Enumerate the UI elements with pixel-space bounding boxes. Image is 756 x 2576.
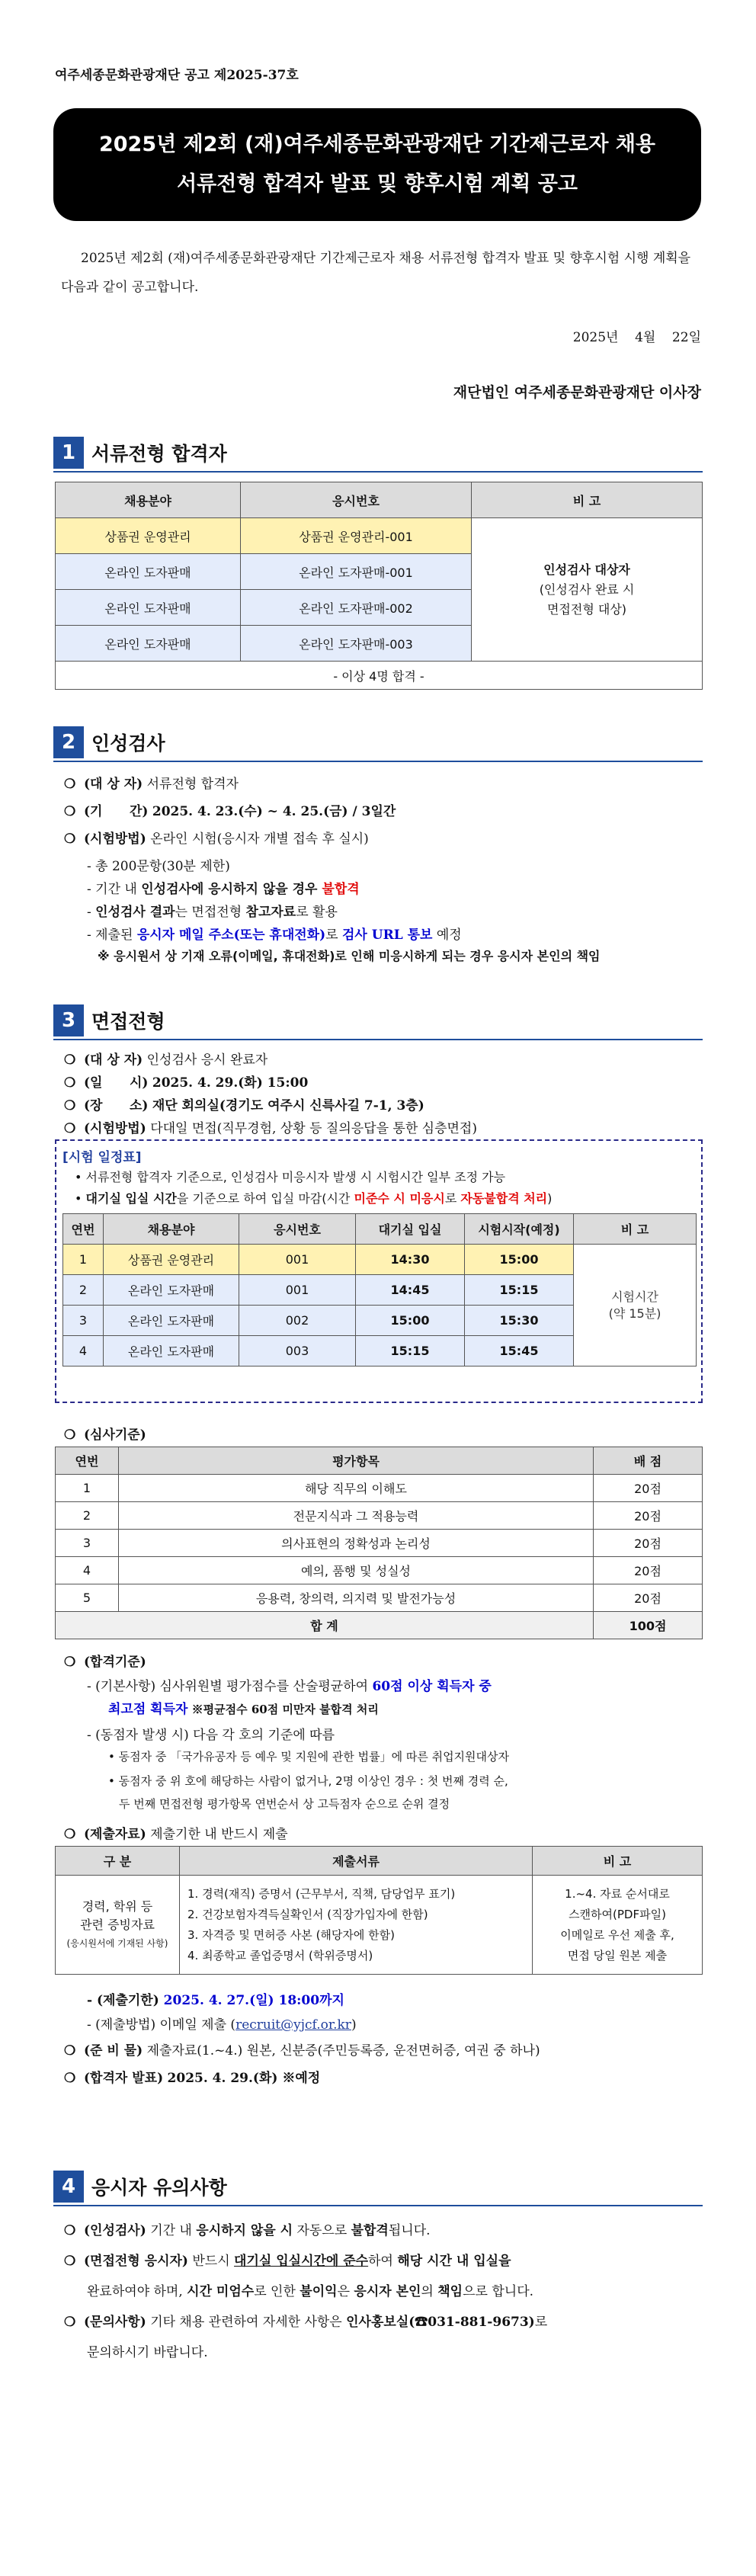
category-line: (응시원서에 기재된 사항) (66, 1937, 168, 1949)
test-note: - 기간 내 인성검사에 응시하지 않을 경우 불합격 (87, 882, 360, 897)
schedule-note: • 대기실 입실 시간을 기준으로 하여 입실 마감(시간 미준수 시 미응시로 자동불합격 처리) (75, 1191, 553, 1206)
col-header: 평가항목 (119, 1447, 594, 1475)
col-header: 배 점 (594, 1447, 703, 1475)
cell-id: 003 (239, 1336, 356, 1366)
cell-id: 001 (239, 1245, 356, 1275)
test-note: - 제출된 응시자 메일 주소(또는 휴대전화)로 검사 URL 통보 예정 (87, 928, 462, 943)
cell-item: 응용력, 창의력, 의지력 및 발전가능성 (119, 1584, 594, 1612)
section-title: 인성검사 (91, 732, 165, 755)
deadline: - (제출기한) 2025. 4. 27.(일) 18:00까지 (87, 1993, 344, 2008)
bullet-method: ❍ (시험방법) 다대일 면접(직무경험, 상황 등 질의응답을 통한 심층면접) (64, 1121, 477, 1136)
section-number: 2 (53, 726, 84, 758)
notice-interview: ❍ (면접전형 응시자) 반드시 대기실 입실시간에 준수하여 해당 시간 내 입실을 (64, 2254, 511, 2269)
table-row (56, 518, 703, 554)
col-header: 비 고 (574, 1214, 697, 1245)
cell-start: 15:45 (465, 1336, 574, 1366)
col-header: 비 고 (472, 482, 703, 518)
section-divider (53, 2205, 703, 2206)
doc-item: 1. 경력(재직) 증명서 (근무부서, 직책, 담당업무 표기) (187, 1886, 456, 1901)
cell-field: 상품권 운영관리 (104, 1245, 239, 1275)
cell-item: 예의, 품행 및 성실성 (119, 1557, 594, 1584)
tie-rule: • 동점자 중 「국가유공자 등 예우 및 지원에 관한 법률」에 따른 취업지원대상자 (108, 1750, 510, 1764)
notice-inquiry: ❍ (문의사항) 기타 채용 관련하여 자세한 사항은 인사홍보실(☎031-881-9673)로 (64, 2315, 548, 2330)
cell-score: 20점 (594, 1475, 703, 1502)
remark-title: 인성검사 대상자 (543, 562, 630, 577)
cell-doc-list (180, 1876, 533, 1975)
section-title: 서류전형 합격자 (91, 443, 227, 465)
tie-rule: • 동점자 중 위 호에 해당하는 사람이 없거나, 2명 이상인 경우 : 첫 번째 경력 순, (108, 1774, 508, 1788)
cell-no: 3 (63, 1306, 104, 1336)
cell-remark (472, 518, 703, 662)
col-header: 대기실 입실 (356, 1214, 465, 1245)
col-header: 구 분 (56, 1847, 180, 1876)
criteria-table (55, 1447, 703, 1639)
table-row (56, 1876, 703, 1975)
notice-inquiry-cont: 문의하시기 바랍니다. (87, 2345, 208, 2360)
cell-no: 3 (56, 1530, 119, 1557)
col-header: 응시번호 (241, 482, 472, 518)
pass-basic: - (기본사항) 심사위원별 평가점수를 산술평균하여 60점 이상 획득자 중 (87, 1679, 492, 1694)
bullet-period: ❍ (기 간) 2025. 4. 23.(수) ~ 4. 25.(금) / 3일간 (64, 804, 396, 819)
cell-id: 001 (239, 1275, 356, 1306)
bullet-target: ❍ (대 상 자) 서류전형 합격자 (64, 777, 239, 792)
cell-no: 2 (56, 1502, 119, 1530)
cell-no: 5 (56, 1584, 119, 1612)
document-number: 여주세종문화관광재단 공고 제2025-37호 (55, 68, 299, 83)
schedule-title: [시험 일정표] (62, 1150, 142, 1165)
col-header: 시험시작(예정) (465, 1214, 574, 1245)
section-3-heading (53, 1004, 165, 1036)
cell-remark (574, 1245, 697, 1366)
cell-checkin: 15:15 (356, 1336, 465, 1366)
notice-test: ❍ (인성검사) 기간 내 응시하지 않을 시 자동으로 불합격됩니다. (64, 2223, 431, 2238)
bullet-method: ❍ (시험방법) 온라인 시험(응시자 개별 접속 후 실시) (64, 831, 369, 847)
cell-checkin: 15:00 (356, 1306, 465, 1336)
cell-id: 상품권 운영관리-001 (241, 518, 472, 554)
remark-detail: (인성검사 완료 시 (539, 582, 635, 597)
cell-category (56, 1876, 180, 1975)
submit-method: - (제출방법) 이메일 제출 (recruit@yjcf.or.kr) (87, 2017, 357, 2033)
pass-criteria-label: ❍ (합격기준) (64, 1655, 146, 1670)
test-note: - 총 200문항(30분 제한) (87, 859, 230, 874)
intro-paragraph: 2025년 제2회 (재)여주세종문화관광재단 기간제근로자 채용 서류전형 합격자 발표 및 향후시험 시행 계획을 다음과 같이 공고합니다. (61, 251, 691, 295)
tie-rule-cont: 두 번째 면접전형 평가항목 연번순서 상 고득점자 순으로 순위 결정 (119, 1797, 450, 1811)
warning-note: ※ 응시원서 상 기재 오류(이메일, 휴대전화)로 인해 미응시하게 되는 경우 응시자 본인의 책임 (98, 949, 601, 963)
email-link[interactable]: recruit@yjcf.or.kr (235, 2017, 351, 2033)
bullet-prep: ❍ (준 비 물) 제출자료(1.~4.) 원본, 신분증(주민등록증, 운전면허증, 여권 중 하나) (64, 2043, 540, 2059)
title-line2: 서류전형 합격자 발표 및 향후시험 계획 공고 (177, 172, 578, 196)
cell-field: 온라인 도자판매 (56, 590, 241, 626)
table-row (56, 1584, 703, 1612)
remark-line: 이메일로 우선 제출 후, (560, 1927, 674, 1942)
criteria-label: ❍ (심사기준) (64, 1427, 146, 1443)
col-header: 연번 (63, 1214, 104, 1245)
bullet-date: ❍ (일 시) 2025. 4. 29.(화) 15:00 (64, 1075, 309, 1091)
section-number: 1 (53, 437, 84, 469)
section-2-heading (53, 726, 165, 758)
cell-no: 1 (56, 1475, 119, 1502)
remark-line: (약 15분) (608, 1306, 662, 1321)
cell-item: 해당 직무의 이해도 (119, 1475, 594, 1502)
cell-no: 4 (63, 1336, 104, 1366)
cell-score: 20점 (594, 1502, 703, 1530)
col-header: 제출서류 (180, 1847, 533, 1876)
bullet-target: ❍ (대 상 자) 인성검사 응시 완료자 (64, 1053, 268, 1068)
section-title: 면접전형 (91, 1011, 165, 1033)
cell-field: 온라인 도자판매 (56, 554, 241, 590)
doc-item: 4. 최종학교 졸업증명서 (학위증명서) (187, 1948, 373, 1962)
section-4-heading (53, 2171, 227, 2203)
notice-interview-cont: 완료하여야 하며, 시간 미엄수로 인한 불이익은 응시자 본인의 책임으로 합니다. (87, 2284, 534, 2299)
remark-line: 1.~4. 자료 순서대로 (565, 1886, 670, 1901)
announcement-date: 2025년 4월 22일 (572, 330, 701, 345)
table-footer: - 이상 4명 합격 - (56, 662, 703, 690)
table-row (63, 1245, 697, 1275)
title-banner (53, 108, 701, 221)
col-header: 응시번호 (239, 1214, 356, 1245)
col-header: 비 고 (533, 1847, 703, 1876)
cell-id: 온라인 도자판매-001 (241, 554, 472, 590)
table-total-row (56, 1612, 703, 1639)
cell-start: 15:30 (465, 1306, 574, 1336)
pass-tie: - (동점자 발생 시) 다음 각 호의 기준에 따름 (87, 1728, 335, 1743)
category-line: 경력, 학위 등 (82, 1898, 153, 1914)
col-header: 채용분야 (56, 482, 241, 518)
cell-item: 전문지식과 그 적용능력 (119, 1502, 594, 1530)
col-header: 연번 (56, 1447, 119, 1475)
section-number: 4 (53, 2171, 84, 2203)
cell-start: 15:00 (465, 1245, 574, 1275)
remark-line: 스캔하여(PDF파일) (569, 1907, 666, 1921)
schedule-note: • 서류전형 합격자 기준으로, 인성검사 미응시자 발생 시 시험시간 일부 조정 가능 (75, 1170, 506, 1184)
doc-item: 3. 자격증 및 면허증 사본 (해당자에 한함) (187, 1927, 395, 1942)
cell-remark (533, 1876, 703, 1975)
document-screening-table (55, 482, 703, 690)
col-header: 채용분야 (104, 1214, 239, 1245)
table-row (56, 1475, 703, 1502)
section-divider (53, 761, 703, 762)
section-divider (53, 1039, 703, 1040)
cell-field: 온라인 도자판매 (104, 1336, 239, 1366)
cell-no: 1 (63, 1245, 104, 1275)
docs-table (55, 1846, 703, 1975)
cell-score: 20점 (594, 1584, 703, 1612)
remark-line: 시험시간 (611, 1289, 658, 1304)
remark-line: 면접 당일 원본 제출 (567, 1948, 668, 1962)
cell-item: 의사표현의 정확성과 논리성 (119, 1530, 594, 1557)
cell-no: 4 (56, 1557, 119, 1584)
section-title: 응시자 유의사항 (91, 2177, 227, 2199)
pass-basic-cont: 최고점 획득자 ※평균점수 60점 미만자 불합격 처리 (108, 1702, 379, 1717)
cell-id: 온라인 도자판매-003 (241, 626, 472, 662)
bullet-result: ❍ (합격자 발표) 2025. 4. 29.(화) ※예정 (64, 2071, 321, 2086)
cell-field: 온라인 도자판매 (104, 1275, 239, 1306)
table-row (56, 1557, 703, 1584)
cell-no: 2 (63, 1275, 104, 1306)
table-row (56, 1530, 703, 1557)
cell-total: 100점 (594, 1612, 703, 1639)
cell-checkin: 14:30 (356, 1245, 465, 1275)
test-note: - 인성검사 결과는 면접전형 참고자료로 활용 (87, 905, 338, 920)
section-divider (53, 471, 703, 473)
issuer: 재단법인 여주세종문화관광재단 이사장 (453, 384, 701, 401)
cell-checkin: 14:45 (356, 1275, 465, 1306)
remark-detail: 면접전형 대상) (546, 601, 627, 617)
cell-field: 상품권 운영관리 (56, 518, 241, 554)
bullet-place: ❍ (장 소) 재단 회의실(경기도 여주시 신륵사길 7-1, 3층) (64, 1098, 424, 1113)
docs-label: ❍ (제출자료) 제출기한 내 반드시 제출 (64, 1827, 288, 1842)
cell-field: 온라인 도자판매 (56, 626, 241, 662)
title-line1: 2025년 제2회 (재)여주세종문화관광재단 기간제근로자 채용 (98, 133, 655, 156)
section-1-heading (53, 437, 227, 469)
doc-item: 2. 건강보험자격득실확인서 (직장가입자에 한함) (187, 1907, 428, 1921)
table-row (56, 1502, 703, 1530)
cell-id: 온라인 도자판매-002 (241, 590, 472, 626)
cell-id: 002 (239, 1306, 356, 1336)
cell-total-label: 합 계 (56, 1612, 594, 1639)
cell-score: 20점 (594, 1557, 703, 1584)
interview-schedule-table (62, 1213, 697, 1366)
category-line: 관련 증빙자료 (80, 1917, 155, 1932)
cell-score: 20점 (594, 1530, 703, 1557)
cell-field: 온라인 도자판매 (104, 1306, 239, 1336)
cell-start: 15:15 (465, 1275, 574, 1306)
section-number: 3 (53, 1004, 84, 1036)
